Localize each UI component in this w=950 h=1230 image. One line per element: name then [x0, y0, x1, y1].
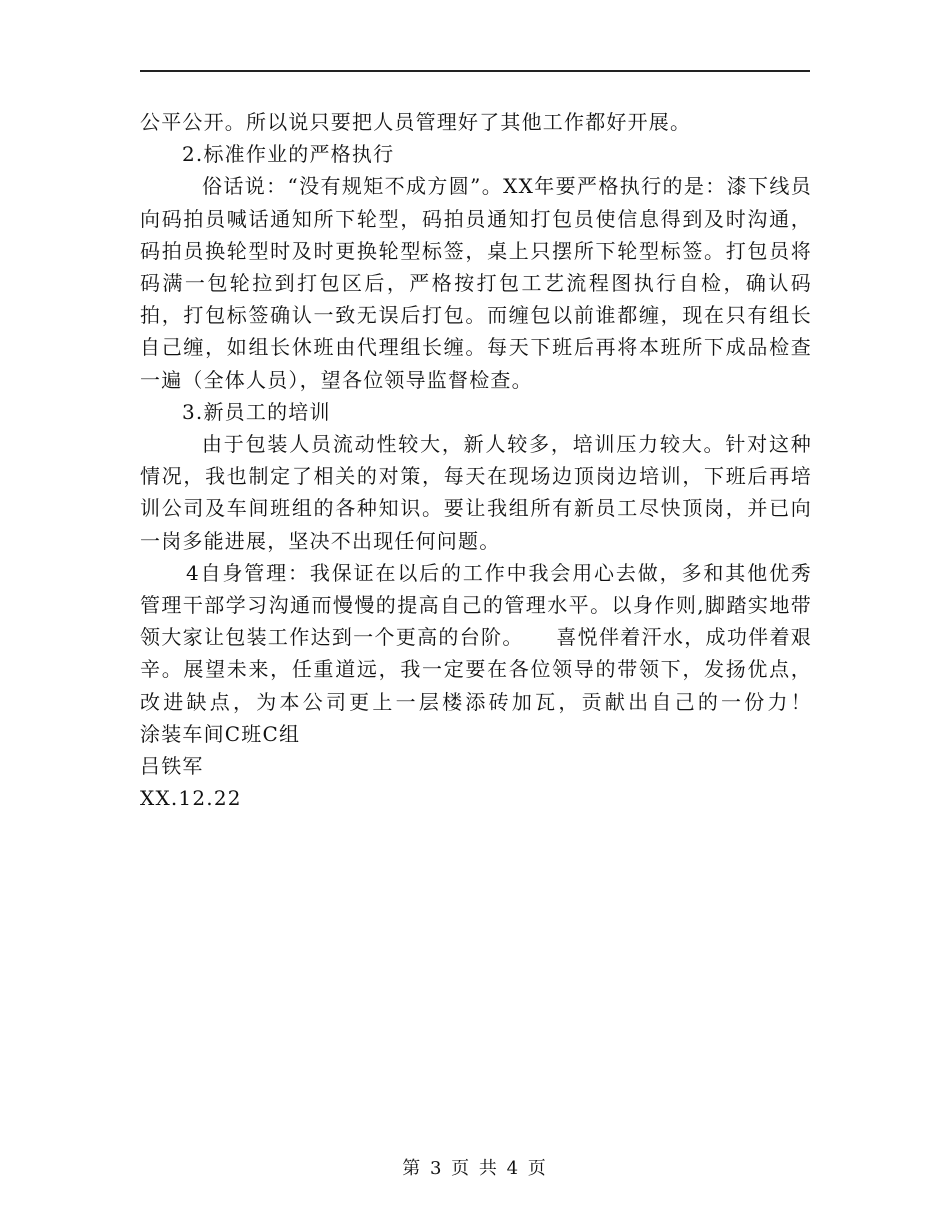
- paragraph-continuation: 公平公开。所以说只要把人员管理好了其他工作都好开展。: [140, 110, 692, 134]
- signature-name: 吕铁军: [140, 754, 204, 779]
- page-footer: [0, 1154, 950, 1180]
- signature-date: XX.12.22: [140, 786, 242, 811]
- document-body: [140, 106, 855, 814]
- paragraph-new-staff-training: 由于包装人员流动性较大，新人较多，培训压力较大。针对这种情况，我也制定了相关的对策，每天在现场边顶岗边培训，下班后再培训公司及车间班组的各种知识。要让我组所有新员工尽快顶岗，并已向一岗多能进展，坚决不出现任何问题。: [140, 432, 812, 553]
- header-rule: [140, 70, 810, 72]
- section-heading-standard-operation: 2.标准作业的严格执行: [182, 142, 395, 167]
- page-number-label: 第 3 页 共 4 页: [402, 1158, 548, 1179]
- paragraph-standard-operation: 俗话说：“没有规矩不成方圆”。XX年要严格执行的是：漆下线员向码拍员喊话通知所下轮型，码拍员通知打包员使信息得到及时沟通，码拍员换轮型时及时更换轮型标签，桌上只摆所下轮型标签。打包员将码满一包轮拉到打包区后，严格按打包工艺流程图执行自检，确认码拍，打包标签确认一致无误后打包。而缠包以前谁都缠，现在只有组长自己缠，如组长休班由代理组长缠。每天下班后再将本班所下成品检查一遍（全体人员），望各位领导监督检查。: [140, 174, 812, 392]
- section-heading-new-staff-training: 3.新员工的培训: [182, 399, 331, 424]
- paragraph-self-management: 4自身管理：我保证在以后的工作中我会用心去做，多和其他优秀管理干部学习沟通而慢慢的提高自己的管理水平。以身作则,脚踏实地带领大家让包装工作达到一个更高的台阶。 喜悦伴着汗水，成功伴着艰辛。展望未来，任重道远，我一定要在各位领导的带领下，发扬优点，改进缺点，为本公司更上一层楼添砖加瓦，贡献出自己的一份力！ 涂装车间C班C组: [140, 560, 855, 746]
